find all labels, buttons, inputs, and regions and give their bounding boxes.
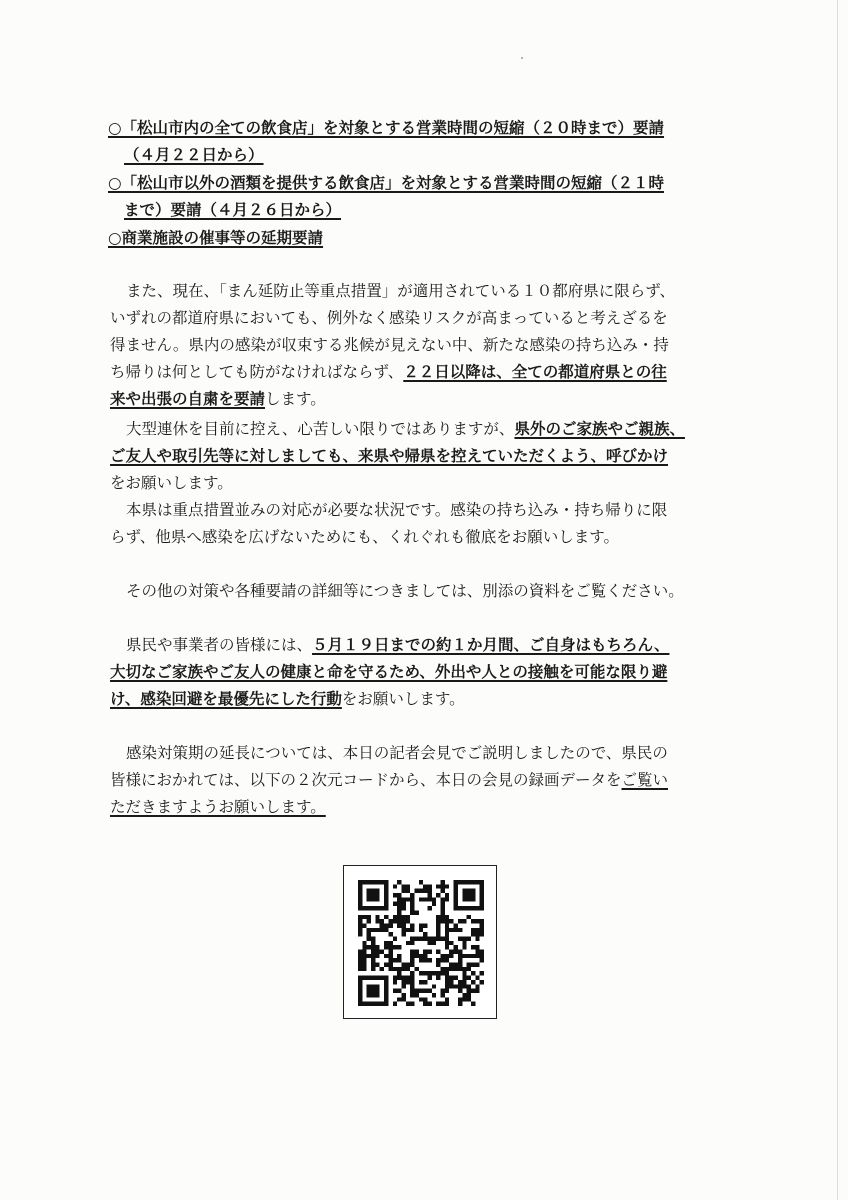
request-1-line-1: ○「松山市内の全ての飲食店」を対象とする営業時間の短縮（２０時まで）要請 bbox=[108, 119, 665, 137]
para2-line-3: をお願いします。 bbox=[110, 474, 233, 492]
para1-line-5 bbox=[110, 388, 326, 410]
request-1-line-2: （４月２２日から） bbox=[124, 146, 264, 164]
scan-speck bbox=[521, 57, 523, 59]
para5-line-3-text: をお願いします。 bbox=[341, 690, 465, 708]
para6-line-2 bbox=[110, 769, 668, 791]
para1-line-4 bbox=[110, 361, 667, 383]
para1-line-4-emphasis: ２２日以降は、全ての都道府県との往 bbox=[403, 363, 667, 381]
para3-line-1: 本県は重点措置並みの対応が必要な状況です。感染の持ち込み・持ち帰りに限 bbox=[126, 501, 668, 519]
para1-line-1: また、現在、「まん延防止等重点措置」が適用されている１０都府県に限らず、 bbox=[126, 282, 676, 300]
request-3-line-1: ○商業施設の催事等の延期要請 bbox=[108, 229, 324, 247]
para1-line-5-text: します。 bbox=[265, 390, 326, 408]
qr-code-graphic bbox=[358, 880, 484, 1006]
para1-line-3: 得ません。県内の感染が収束する兆候が見えない中、新たな感染の持ち込み・持 bbox=[110, 336, 669, 354]
page-edge bbox=[837, 0, 838, 1200]
para6-line-2-text: 皆様におかれては、以下の２次元コードから、本日の会見の録画データを bbox=[110, 771, 622, 789]
para1-line-4-text: ち帰りは何としても防がなければならず、 bbox=[110, 363, 404, 381]
para6-line-2-underlined: ご覧い bbox=[621, 771, 669, 789]
para1-line-5-emphasis: 来や出張の自粛を要請 bbox=[110, 390, 266, 408]
para5-line-1-text: 県民や事業者の皆様には、 bbox=[126, 636, 313, 654]
para6-line-3: ただきますようお願いします。 bbox=[110, 798, 326, 816]
request-2-line-2: まで）要請（４月２６日から） bbox=[124, 201, 342, 219]
request-2-line-1: ○「松山市以外の酒類を提供する飲食店」を対象とする営業時間の短縮（２１時 bbox=[108, 174, 665, 192]
para2-line-1-emphasis: 県外のご家族やご親族、 bbox=[514, 420, 685, 438]
para5-line-2: 大切なご家族やご友人の健康と命を守るため、外出や人との接触を可能な限り避 bbox=[110, 663, 668, 681]
para2-line-1-text: 大型連休を目前に控え、心苦しい限りではありますが、 bbox=[126, 420, 515, 438]
para3-line-2: らず、他県へ感染を広げないためにも、くれぐれも徹底をお願いします。 bbox=[110, 528, 620, 546]
para1-line-2: いずれの都道府県においても、例外なく感染リスクが高まっていると考えざるを bbox=[110, 309, 668, 327]
para5-line-1 bbox=[126, 634, 669, 656]
para5-line-1-emphasis: ５月１９日までの約１か月間、ご自身はもちろん、 bbox=[312, 636, 670, 654]
para6-line-1: 感染対策期の延長については、本日の記者会見でご説明しましたので、県民の bbox=[126, 744, 668, 762]
para4-line-1: その他の対策や各種要請の詳細等につきましては、別添の資料をご覧ください。 bbox=[126, 582, 684, 600]
para2-line-1 bbox=[126, 418, 685, 440]
para2-line-2: ご友人や取引先等に対しましても、来県や帰県を控えていただくよう、呼びかけ bbox=[110, 447, 669, 465]
qr-code-icon bbox=[343, 865, 497, 1019]
para5-line-3 bbox=[110, 688, 465, 710]
para5-line-3-emphasis: け、感染回避を最優先にした行動 bbox=[110, 690, 342, 708]
